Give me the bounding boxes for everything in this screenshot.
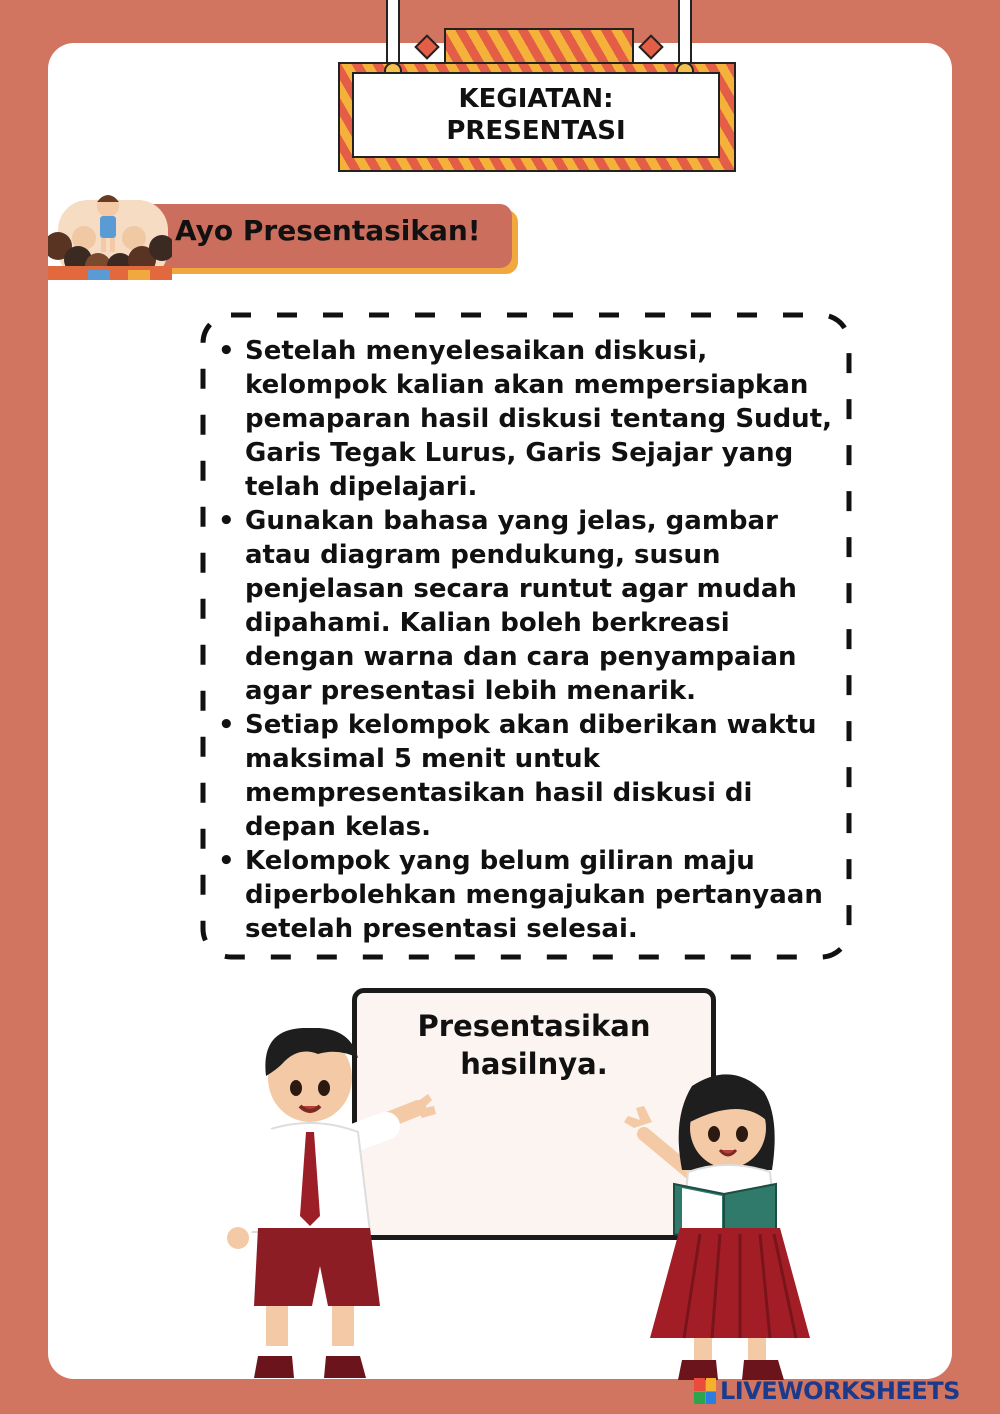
instruction-item <box>218 708 838 844</box>
sign-title-line2: PRESENTASI <box>446 116 626 146</box>
bullet-icon: • <box>218 336 235 366</box>
instruction-item <box>218 844 838 946</box>
activity-sign <box>338 0 738 175</box>
instruction-item <box>218 334 838 504</box>
sign-title-line1: KEGIATAN: <box>458 84 614 114</box>
bullet-icon: • <box>218 846 235 876</box>
sign-diamond-right <box>638 34 663 59</box>
board-line2: hasilnya. <box>460 1047 608 1081</box>
section-ribbon <box>120 204 512 268</box>
instructions-box <box>200 312 852 960</box>
boy-student-icon <box>218 1028 448 1380</box>
sign-diamond-left <box>414 34 439 59</box>
bullet-icon: • <box>218 506 235 536</box>
instruction-text: Setiap kelompok akan diberikan waktu maksimal 5 menit untuk mempresentasikan hasil diskusi di depan kelas. <box>245 710 817 842</box>
instruction-list <box>218 334 838 946</box>
instruction-text: Kelompok yang belum giliran maju diperbolehkan mengajukan pertanyaan setelah presentasi selesai. <box>245 846 823 944</box>
liveworksheets-badge-icon <box>694 1378 716 1404</box>
bullet-icon: • <box>218 710 235 740</box>
brand-name: LIVEWORKSHEETS <box>720 1377 960 1405</box>
instruction-text: Gunakan bahasa yang jelas, gambar atau diagram pendukung, susun penjelasan secara runtut agar mudah dipahami. Kalian boleh berkreasi dengan warna dan cara penyampaian agar presentasi lebih menarik. <box>245 506 797 706</box>
presenter-crowd-icon <box>48 180 172 280</box>
section-title: Ayo Presentasikan! <box>175 214 481 247</box>
girl-student-icon <box>622 1066 818 1382</box>
instruction-item <box>218 504 838 708</box>
sign-panel <box>352 72 720 158</box>
instruction-text: Setelah menyelesaikan diskusi, kelompok kalian akan mempersiapkan pemaparan hasil diskusi tentang Sudut, Garis Tegak Lurus, Garis Sejajar yang telah dipelajari. <box>245 336 832 502</box>
board-line1: Presentasikan <box>417 1009 651 1043</box>
liveworksheets-logo <box>694 1374 994 1408</box>
